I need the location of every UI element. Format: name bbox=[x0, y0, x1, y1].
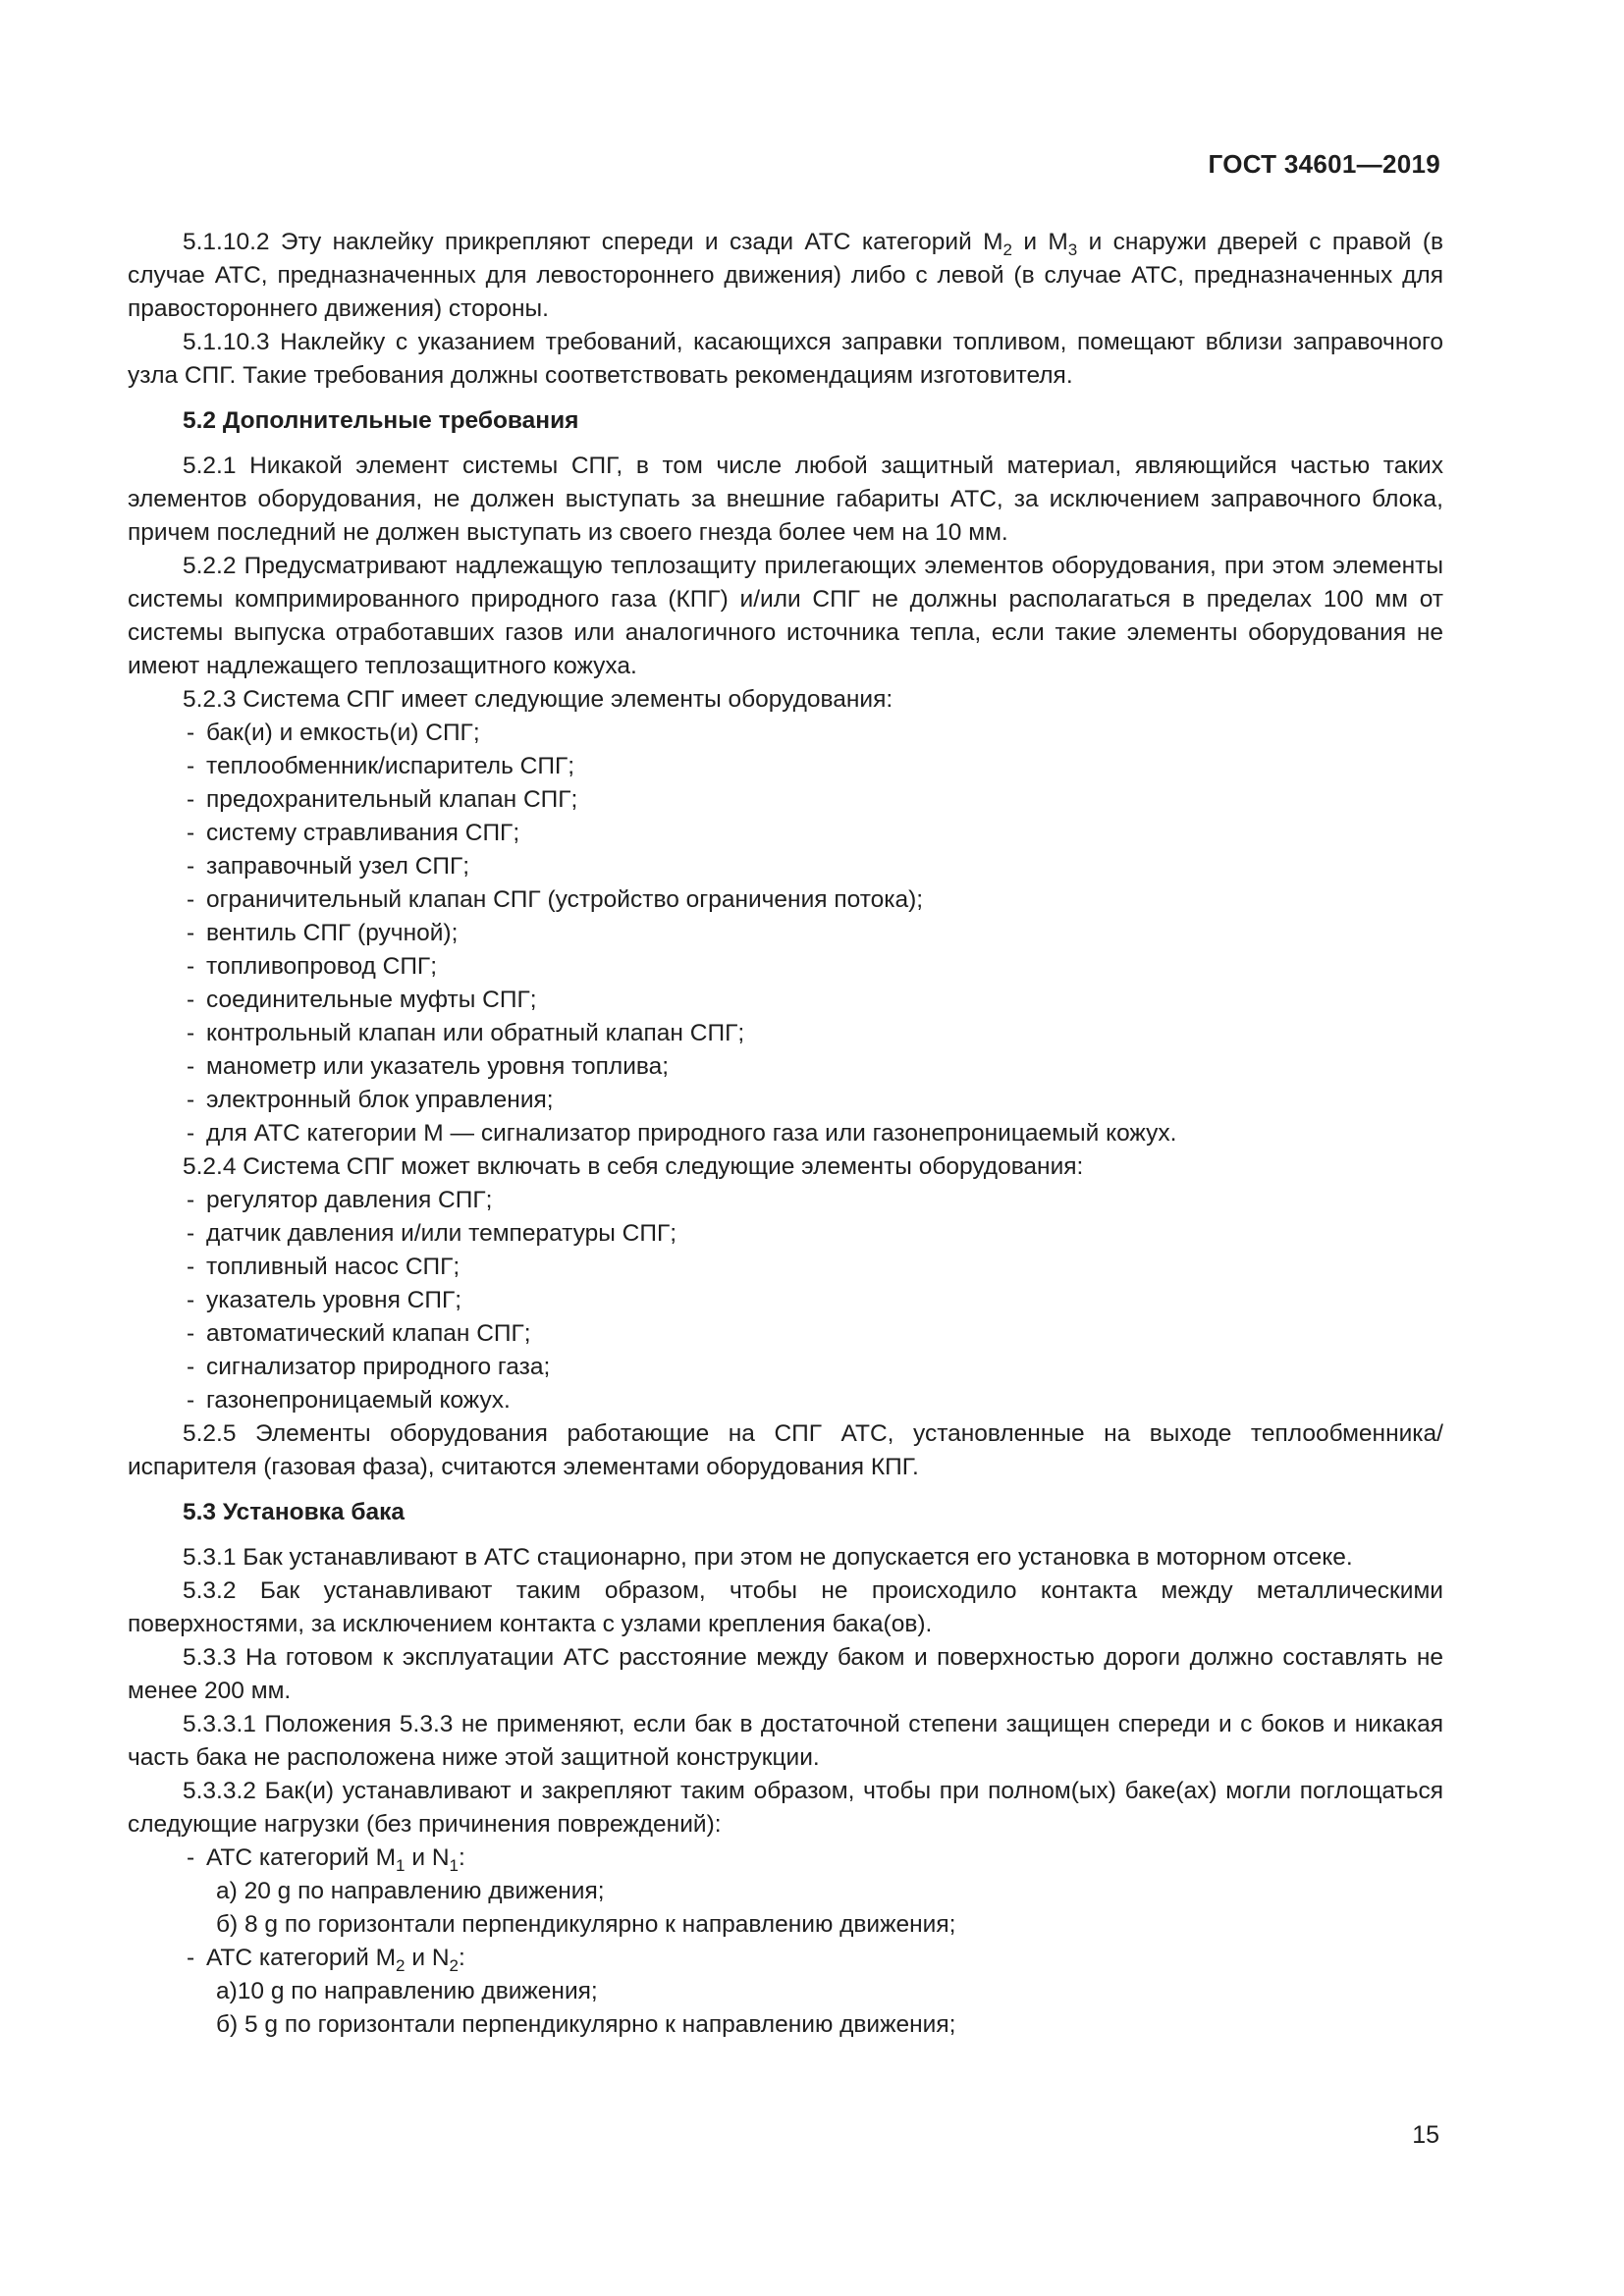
equipment-list-5-2-3 bbox=[128, 717, 1443, 1150]
list-item bbox=[128, 1117, 1443, 1150]
list-item bbox=[128, 783, 1443, 817]
list-item-text: топливопровод СПГ; bbox=[206, 953, 438, 980]
list-item-text: систему стравливания СПГ; bbox=[206, 820, 520, 846]
load-item-m2-a: а)10 g по направлению движения; bbox=[216, 1978, 598, 2004]
list-item bbox=[128, 750, 1443, 783]
load-item-m1-b: б) 8 g по горизонтали перпендикулярно к направлению движения; bbox=[216, 1911, 956, 1938]
list-item-text: соединительные муфты СПГ; bbox=[206, 987, 537, 1013]
paragraph-5-2-4-intro: 5.2.4 Система СПГ может включать в себя следующие элементы оборудования: bbox=[183, 1153, 1084, 1180]
list-item bbox=[128, 1084, 1443, 1117]
list-item bbox=[128, 850, 1443, 883]
section-title-5-3: 5.3 Установка бака bbox=[183, 1499, 405, 1525]
list-item-text: бак(и) и емкость(и) СПГ; bbox=[206, 720, 480, 746]
list-item-category-m1-n1: - АТС категорий $М_1$ и $N_1$: bbox=[128, 1842, 1443, 1875]
paragraph-5-1-10-3: 5.1.10.3 Наклейку с указанием требований, касающихся заправки топливом, помещают вблизи заправочного узла СПГ. Такие требования должны соответствовать рекомендациям изготовителя. bbox=[128, 329, 1443, 389]
document-header: ГОСТ 34601—2019 bbox=[1208, 149, 1440, 179]
list-item bbox=[128, 917, 1443, 950]
list-item-text: предохранительный клапан СПГ; bbox=[206, 786, 578, 813]
list-item bbox=[128, 1384, 1443, 1417]
list-item bbox=[128, 1284, 1443, 1317]
paragraph-5-2-3-intro: 5.2.3 Система СПГ имеет следующие элементы оборудования: bbox=[183, 686, 893, 713]
list-item-text: датчик давления и/или температуры СПГ; bbox=[206, 1220, 677, 1247]
list-item-text: вентиль СПГ (ручной); bbox=[206, 920, 459, 946]
list-item bbox=[128, 1184, 1443, 1217]
list-item-text: газонепроницаемый кожух. bbox=[206, 1387, 511, 1414]
list-item-text: заправочный узел СПГ; bbox=[206, 853, 470, 880]
paragraph-5-3-3-2: 5.3.3.2 Бак(и) устанавливают и закрепляют таким образом, чтобы при полном(ых) баке(ах) могли поглощаться следующие нагрузки (без причинения повреждений): bbox=[128, 1778, 1443, 1838]
load-item-m1-a: а) 20 g по направлению движения; bbox=[216, 1878, 605, 1904]
load-item-m2-b: б) 5 g по горизонтали перпендикулярно к направлению движения; bbox=[216, 2011, 956, 2038]
list-item bbox=[128, 717, 1443, 750]
list-item-text: контрольный клапан или обратный клапан СПГ; bbox=[206, 1020, 745, 1046]
list-item-text: манометр или указатель уровня топлива; bbox=[206, 1053, 670, 1080]
paragraph-5-3-2: 5.3.2 Бак устанавливают таким образом, чтобы не происходило контакта между металлическими поверхностями, за исключением контакта с узлами крепления бака(ов). bbox=[128, 1577, 1443, 1637]
list-item bbox=[128, 1017, 1443, 1050]
equipment-list-5-2-4 bbox=[128, 1184, 1443, 1417]
list-item-text: топливный насос СПГ; bbox=[206, 1254, 460, 1280]
document-body bbox=[128, 226, 1443, 2042]
list-item bbox=[128, 1217, 1443, 1251]
list-item bbox=[128, 1050, 1443, 1084]
list-item-text: теплообменник/испаритель СПГ; bbox=[206, 753, 575, 779]
list-item bbox=[128, 984, 1443, 1017]
list-item-text: ограничительный клапан СПГ (устройство ограничения потока); bbox=[206, 886, 924, 913]
list-item-text: регулятор давления СПГ; bbox=[206, 1187, 493, 1213]
list-item-text: указатель уровня СПГ; bbox=[206, 1287, 462, 1313]
list-item bbox=[128, 1351, 1443, 1384]
list-item-category-m2-n2: - АТС категорий $М_2$ и $N_2$: bbox=[128, 1942, 1443, 1975]
paragraph-5-2-2: 5.2.2 Предусматривают надлежащую теплозащиту прилегающих элементов оборудования, при этом элементы системы компримированного природного газа (КПГ) и/или СПГ не должны располагаться в пределах 100 мм от системы выпуска отработавших газов или аналогичного источника тепла, если такие элементы оборудования не имеют надлежащего теплозащитного кожуха. bbox=[128, 553, 1443, 679]
paragraph-5-2-5: 5.2.5 Элементы оборудования работающие на СПГ АТС, установленные на выходе теплообменника/испарителя (газовая фаза), считаются элементами оборудования КПГ. bbox=[128, 1420, 1443, 1480]
list-item-text: электронный блок управления; bbox=[206, 1087, 554, 1113]
paragraph-5-3-3: 5.3.3 На готовом к эксплуатации АТС расстояние между баком и поверхностью дороги должно составлять не менее 200 мм. bbox=[128, 1644, 1443, 1704]
paragraph-5-3-1: 5.3.1 Бак устанавливают в АТС стационарно, при этом не допускается его установка в моторном отсеке. bbox=[183, 1544, 1353, 1571]
paragraph-5-1-10-2: 5.1.10.2 Эту наклейку прикрепляют спереди и сзади АТС категорий $М_2$ и $М_3$ и снаружи дверей с правой (в случае АТС, предназначенных для левостороннего движения) либо с левой (в случае АТС, предназначенных для правостороннего движения) стороны. bbox=[128, 229, 1443, 322]
list-item bbox=[128, 817, 1443, 850]
list-item bbox=[128, 950, 1443, 984]
list-item bbox=[128, 883, 1443, 917]
list-item bbox=[128, 1251, 1443, 1284]
paragraph-5-2-1: 5.2.1 Никакой элемент системы СПГ, в том числе любой защитный материал, являющийся частью таких элементов оборудования, не должен выступать за внешние габариты АТС, за исключением заправочного блока, причем последний не должен выступать из своего гнезда более чем на 10 мм. bbox=[128, 453, 1443, 546]
list-item-text: для АТС категории М — сигнализатор природного газа или газонепроницаемый кожух. bbox=[206, 1120, 1177, 1147]
section-title-5-2: 5.2 Дополнительные требования bbox=[183, 407, 579, 434]
paragraph-5-3-3-1: 5.3.3.1 Положения 5.3.3 не применяют, если бак в достаточной степени защищен спереди и с боков и никакая часть бака не расположена ниже этой защитной конструкции. bbox=[128, 1711, 1443, 1771]
list-item-text: сигнализатор природного газа; bbox=[206, 1354, 551, 1380]
list-item-text: автоматический клапан СПГ; bbox=[206, 1320, 531, 1347]
list-item bbox=[128, 1317, 1443, 1351]
page-number: 15 bbox=[1412, 2121, 1439, 2149]
